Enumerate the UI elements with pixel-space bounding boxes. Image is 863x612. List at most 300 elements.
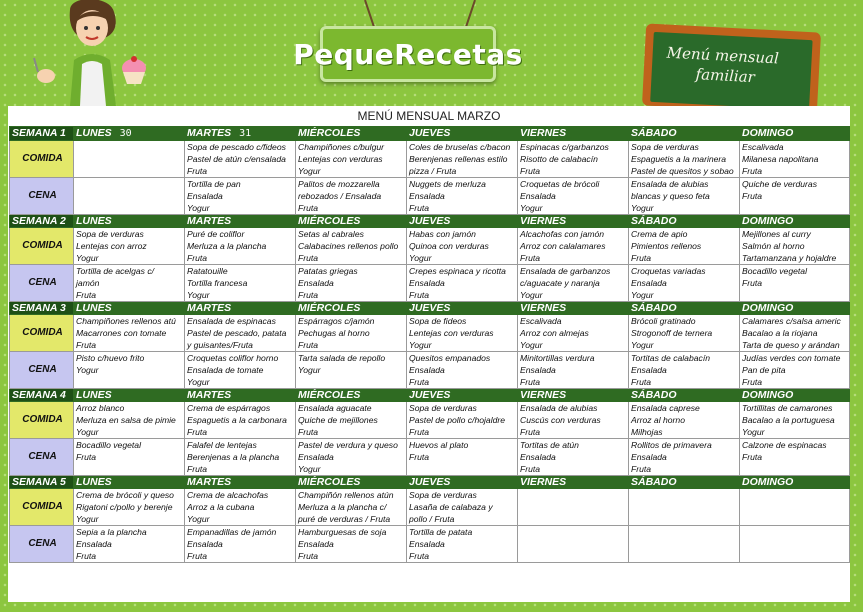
- menu-cell: [518, 352, 629, 389]
- menu-cell: [518, 489, 629, 526]
- menu-cell: [74, 265, 185, 302]
- chalkboard-line-1: Menú mensual: [666, 43, 780, 68]
- dish-line: Rollitos de primavera: [631, 440, 712, 450]
- dish-line: Arroz con almejas: [520, 328, 589, 338]
- day-name: MIÉRCOLES: [298, 302, 361, 314]
- dish-line: Fruta: [631, 464, 652, 474]
- dish-line: Arroz a la cubana: [187, 502, 255, 512]
- day-header: [629, 476, 740, 489]
- menu-cell: [518, 526, 629, 563]
- comida-row: [10, 228, 850, 265]
- dish-line: blancas y queso feta: [631, 191, 710, 201]
- menu-cell: [629, 526, 740, 563]
- dish-line: Palitos de mozzarella: [298, 179, 380, 189]
- dish-line: Fruta: [409, 427, 430, 437]
- day-header: [296, 302, 407, 315]
- dish-line: Fruta: [409, 551, 430, 561]
- day-name: MARTES: [187, 215, 232, 227]
- menu-cell: [407, 228, 518, 265]
- menu-cell: [629, 315, 740, 352]
- chef-illustration: [30, 0, 160, 106]
- week-header-row: [10, 302, 850, 315]
- cena-row: [10, 526, 850, 563]
- dish-line: Mejillones al curry: [742, 229, 811, 239]
- dish-line: puré de verduras / Fruta: [298, 514, 391, 524]
- day-header: [296, 476, 407, 489]
- dish-line: Fruta: [187, 166, 208, 176]
- day-header: [629, 215, 740, 228]
- menu-cell: [518, 141, 629, 178]
- dish-line: Pastel de quesitos y sobao: [631, 166, 734, 176]
- menu-cell: [740, 352, 850, 389]
- menu-cell: [296, 352, 407, 389]
- week-label: SEMANA 1: [10, 127, 74, 141]
- dish-line: Coles de bruselas c/bacon: [409, 142, 511, 152]
- menu-cell: [74, 352, 185, 389]
- dish-line: Yogur: [298, 365, 321, 375]
- dish-line: Habas con jamón: [409, 229, 476, 239]
- dish-line: Ensalada: [409, 278, 445, 288]
- comida-row: [10, 402, 850, 439]
- dish-line: Pastel de pescado, patata: [187, 328, 287, 338]
- dish-line: Sepia a la plancha: [76, 527, 147, 537]
- dish-line: Fruta: [298, 203, 319, 213]
- menu-cell: [74, 439, 185, 476]
- dish-line: Tortilla francesa: [187, 278, 248, 288]
- dish-line: Yogur: [742, 427, 765, 437]
- day-header: [74, 389, 185, 402]
- dish-line: Pastel de pollo c/hojaldre: [409, 415, 506, 425]
- dish-line: Ensalada caprese: [631, 403, 700, 413]
- dish-line: Fruta: [409, 377, 430, 387]
- dish-line: Tortillitas de camarones: [742, 403, 833, 413]
- dish-line: Ensalada: [187, 539, 223, 549]
- dish-line: Ensalada: [520, 452, 556, 462]
- menu-cell: [629, 489, 740, 526]
- menu-cell: [518, 315, 629, 352]
- dish-line: Yogur: [409, 340, 432, 350]
- dish-line: Fruta: [631, 253, 652, 263]
- day-name: JUEVES: [409, 389, 451, 401]
- day-name: MARTES: [187, 127, 232, 139]
- week-label: SEMANA 3: [10, 302, 74, 315]
- dish-line: Croquetas de brócoli: [520, 179, 600, 189]
- menu-cell: [74, 228, 185, 265]
- dish-line: Champiñones rellenos atú: [76, 316, 176, 326]
- dish-line: Strogonoff de ternera: [631, 328, 713, 338]
- dish-line: Tortitas de calabacín: [631, 353, 710, 363]
- menu-title: MENÚ MENSUAL MARZO: [357, 109, 501, 123]
- dish-line: Pan de pita: [742, 365, 786, 375]
- dish-line: Crema de brócoli y queso: [76, 490, 174, 500]
- dish-line: pollo / Fruta: [409, 514, 455, 524]
- menu-cell: [518, 228, 629, 265]
- menu-cell: [740, 402, 850, 439]
- dish-line: Pisto c/huevo frito: [76, 353, 145, 363]
- dish-line: Yogur: [76, 253, 99, 263]
- dish-line: Brócoli gratinado: [631, 316, 696, 326]
- day-name: SÁBADO: [631, 476, 677, 488]
- dish-line: Espinacas c/garbanzos: [520, 142, 609, 152]
- dish-line: Fruta: [187, 427, 208, 437]
- day-name: MIÉRCOLES: [298, 389, 361, 401]
- week-header-row: [10, 127, 850, 141]
- menu-cell: [296, 402, 407, 439]
- dish-line: Yogur: [520, 340, 543, 350]
- dish-line: Alcachofas con jamón: [520, 229, 605, 239]
- day-header: [407, 215, 518, 228]
- dish-line: Arroz con calalamares: [520, 241, 606, 251]
- dish-line: Fruta: [520, 253, 541, 263]
- dish-line: Yogur: [187, 203, 210, 213]
- comida-label: COMIDA: [10, 402, 74, 439]
- dish-line: Tarta salada de repollo: [298, 353, 386, 363]
- day-name: LUNES: [76, 127, 112, 139]
- day-header: [518, 215, 629, 228]
- dish-line: Fruta: [409, 203, 430, 213]
- day-header: [185, 302, 296, 315]
- dish-line: Quiche de mejillones: [298, 415, 378, 425]
- day-name: MIÉRCOLES: [298, 476, 361, 488]
- menu-cell: [74, 526, 185, 563]
- day-header: [296, 127, 407, 141]
- day-name: DOMINGO: [742, 127, 794, 139]
- dish-line: Bacalao a la riojana: [742, 328, 818, 338]
- dish-line: Champiñón rellenos atún: [298, 490, 394, 500]
- dish-line: Patatas griegas: [298, 266, 358, 276]
- menu-cell: [629, 402, 740, 439]
- menu-cell: [185, 315, 296, 352]
- day-name: DOMINGO: [742, 476, 794, 488]
- day-header: [740, 127, 850, 141]
- menu-cell: [740, 265, 850, 302]
- day-name: VIERNES: [520, 389, 567, 401]
- dish-line: Nuggets de merluza: [409, 179, 486, 189]
- day-header: [407, 389, 518, 402]
- menu-cell: [74, 489, 185, 526]
- dish-line: Crema de espárragos: [187, 403, 271, 413]
- menu-cell: [74, 178, 185, 215]
- dish-line: Escalivada: [520, 316, 562, 326]
- dish-line: Tortitas de atún: [520, 440, 579, 450]
- dish-line: Fruta: [409, 452, 430, 462]
- dish-line: Tortilla de pan: [187, 179, 241, 189]
- cena-row: [10, 265, 850, 302]
- menu-cell: [629, 265, 740, 302]
- day-name: MARTES: [187, 389, 232, 401]
- dish-line: Yogur: [520, 290, 543, 300]
- dish-line: Ensalada: [520, 191, 556, 201]
- dish-line: Calzone de espinacas: [742, 440, 827, 450]
- menu-cell: [740, 178, 850, 215]
- dish-line: Sopa de verduras: [409, 403, 477, 413]
- dish-line: Sopa de verduras: [631, 142, 699, 152]
- menu-cell: [296, 265, 407, 302]
- cena-label: CENA: [10, 526, 74, 563]
- menu-cell: [185, 141, 296, 178]
- menu-cell: [740, 228, 850, 265]
- dish-line: Fruta: [76, 551, 97, 561]
- dish-line: Quinoa con verduras: [409, 241, 489, 251]
- dish-line: Salmón al horno: [742, 241, 805, 251]
- menu-cell: [740, 315, 850, 352]
- menu-cell: [296, 141, 407, 178]
- dish-line: Escalivada: [742, 142, 784, 152]
- dish-line: Bocadillo vegetal: [742, 266, 807, 276]
- dish-line: Crepes espinaca y ricotta: [409, 266, 506, 276]
- dish-line: Falafel de lentejas: [187, 440, 257, 450]
- dish-line: Ensalada: [631, 278, 667, 288]
- menu-cell: [185, 352, 296, 389]
- menu-cell: [296, 439, 407, 476]
- dish-line: Crema de apio: [631, 229, 688, 239]
- menu-cell: [296, 315, 407, 352]
- dish-line: Pimientos rellenos: [631, 241, 702, 251]
- dish-line: y guisantes/Fruta: [187, 340, 253, 350]
- dish-line: Espaguetis a la marinera: [631, 154, 727, 164]
- dish-line: Croquetas coliflor horno: [187, 353, 279, 363]
- dish-line: Fruta: [298, 551, 319, 561]
- day-header: [629, 127, 740, 141]
- dish-line: Ensalada de alubias: [631, 179, 709, 189]
- day-name: MARTES: [187, 302, 232, 314]
- day-name: LUNES: [76, 389, 112, 401]
- day-header: [518, 476, 629, 489]
- week-header-row: [10, 215, 850, 228]
- dish-line: Rigatoni c/pollo y berenje: [76, 502, 173, 512]
- menu-cell: [629, 439, 740, 476]
- menu-cell: [629, 178, 740, 215]
- day-header: [629, 389, 740, 402]
- dish-line: Milanesa napolitana: [742, 154, 819, 164]
- day-name: VIERNES: [520, 215, 567, 227]
- cena-label: CENA: [10, 439, 74, 476]
- day-header: [74, 127, 185, 141]
- dish-line: Judías verdes con tomate: [742, 353, 841, 363]
- dish-line: Ensalada: [298, 278, 334, 288]
- dish-line: Lentejas con arroz: [76, 241, 147, 251]
- menu-cell: [296, 526, 407, 563]
- menu-cell: [518, 178, 629, 215]
- dish-line: Ensalada de tomate: [187, 365, 264, 375]
- day-header: [74, 215, 185, 228]
- dish-line: Merluza a la plancha c/: [298, 502, 387, 512]
- dish-line: Lentejas con verduras: [409, 328, 494, 338]
- dish-line: Fruta: [520, 464, 541, 474]
- dish-line: Ensalada de garbanzos: [520, 266, 611, 276]
- menu-cell: [185, 402, 296, 439]
- dish-line: Lentejas con verduras: [298, 154, 383, 164]
- dish-line: Fruta: [742, 377, 763, 387]
- week-label: SEMANA 2: [10, 215, 74, 228]
- dish-line: Ensalada aguacate: [298, 403, 372, 413]
- dish-line: Puré de coliflor: [187, 229, 245, 239]
- week-header-row: [10, 389, 850, 402]
- day-header: [185, 476, 296, 489]
- dish-line: Crema de alcachofas: [187, 490, 269, 500]
- dish-line: Tarta de queso y arándan: [742, 340, 840, 350]
- menu-cell: [74, 315, 185, 352]
- day-header: [518, 302, 629, 315]
- day-header: [185, 127, 296, 141]
- menu-cell: [518, 402, 629, 439]
- dish-line: Quiche de verduras: [742, 179, 817, 189]
- menu-cell: [407, 439, 518, 476]
- menu-cell: [185, 489, 296, 526]
- day-header: [185, 389, 296, 402]
- day-name: JUEVES: [409, 302, 451, 314]
- dish-line: Espárragos c/jamón: [298, 316, 375, 326]
- dish-line: Bacalao a la portuguesa: [742, 415, 835, 425]
- menu-cell: [740, 439, 850, 476]
- dish-line: Tortilla de acelgas c/: [76, 266, 155, 276]
- menu-cell: [407, 315, 518, 352]
- dish-line: Hamburguesas de soja: [298, 527, 387, 537]
- comida-label: COMIDA: [10, 315, 74, 352]
- dish-line: Yogur: [409, 253, 432, 263]
- day-name: VIERNES: [520, 476, 567, 488]
- cena-row: [10, 352, 850, 389]
- dish-line: Fruta: [520, 377, 541, 387]
- menu-cell: [407, 402, 518, 439]
- day-number: 30: [119, 128, 132, 139]
- dish-line: Yogur: [76, 365, 99, 375]
- dish-line: Ensalada: [298, 452, 334, 462]
- menu-cell: [518, 439, 629, 476]
- menu-sheet: [8, 106, 850, 602]
- dish-line: c/aguacate y naranja: [520, 278, 600, 288]
- dish-line: Yogur: [631, 340, 654, 350]
- dish-line: Ensalada de alubias: [520, 403, 598, 413]
- menu-table: [9, 126, 850, 563]
- day-name: JUEVES: [409, 215, 451, 227]
- dish-line: Fruta: [742, 166, 763, 176]
- dish-line: Yogur: [187, 514, 210, 524]
- day-header: [296, 389, 407, 402]
- dish-line: Fruta: [742, 191, 763, 201]
- dish-line: Fruta: [187, 253, 208, 263]
- week-label: SEMANA 4: [10, 389, 74, 402]
- dish-line: Ratatouille: [187, 266, 228, 276]
- dish-line: Yogur: [76, 514, 99, 524]
- dish-line: Fruta: [187, 464, 208, 474]
- comida-row: [10, 141, 850, 178]
- dish-line: Fruta: [298, 340, 319, 350]
- comida-label: COMIDA: [10, 141, 74, 178]
- dish-line: Croquetas variadas: [631, 266, 706, 276]
- dish-line: Fruta: [76, 290, 97, 300]
- dish-line: Fruta: [298, 290, 319, 300]
- day-name: LUNES: [76, 476, 112, 488]
- dish-line: Ensalada: [631, 452, 667, 462]
- menu-cell: [518, 265, 629, 302]
- dish-line: Arroz al horno: [631, 415, 685, 425]
- day-name: SÁBADO: [631, 127, 677, 139]
- dish-line: Yogur: [298, 464, 321, 474]
- dish-line: Merluza en salsa de pimie: [76, 415, 176, 425]
- dish-line: Huevos al plato: [409, 440, 469, 450]
- dish-line: Yogur: [631, 203, 654, 213]
- day-header: [740, 215, 850, 228]
- menu-cell: [629, 228, 740, 265]
- day-header: [740, 302, 850, 315]
- menu-cell: [296, 489, 407, 526]
- day-header: [518, 389, 629, 402]
- dish-line: Ensalada: [187, 191, 223, 201]
- day-header: [185, 215, 296, 228]
- menu-cell: [74, 141, 185, 178]
- dish-line: Ensalada de espinacas: [187, 316, 276, 326]
- menu-cell: [407, 178, 518, 215]
- dish-line: Yogur: [187, 377, 210, 387]
- menu-cell: [296, 178, 407, 215]
- dish-line: Ensalada: [76, 539, 112, 549]
- dish-line: rebozados / Ensalada: [298, 191, 382, 201]
- dish-line: Berenjenas rellenas estilo: [409, 154, 508, 164]
- day-name: DOMINGO: [742, 302, 794, 314]
- dish-line: Champiñones c/bulgur: [298, 142, 384, 152]
- cena-label: CENA: [10, 352, 74, 389]
- menu-cell: [407, 489, 518, 526]
- dish-line: Ensalada: [409, 191, 445, 201]
- menu-cell: [185, 228, 296, 265]
- dish-line: Tortilla de patata: [409, 527, 473, 537]
- day-name: DOMINGO: [742, 389, 794, 401]
- comida-label: COMIDA: [10, 228, 74, 265]
- menu-cell: [629, 141, 740, 178]
- dish-line: Fruta: [409, 290, 430, 300]
- dish-line: Merluza a la plancha: [187, 241, 267, 251]
- dish-line: Minitortillas verdura: [520, 353, 595, 363]
- dish-line: Yogur: [298, 166, 321, 176]
- cena-label: CENA: [10, 265, 74, 302]
- dish-line: Macarrones con tomate: [76, 328, 167, 338]
- dish-line: Fruta: [520, 166, 541, 176]
- comida-row: [10, 489, 850, 526]
- menu-cell: [185, 526, 296, 563]
- dish-line: Espaguetis a la carbonara: [187, 415, 287, 425]
- dish-line: Fruta: [298, 427, 319, 437]
- menu-cell: [185, 439, 296, 476]
- day-header: [296, 215, 407, 228]
- dish-line: Ensalada: [409, 365, 445, 375]
- menu-cell: [407, 141, 518, 178]
- dish-line: Cuscús con verduras: [520, 415, 601, 425]
- dish-line: Ensalada: [409, 539, 445, 549]
- day-name: LUNES: [76, 302, 112, 314]
- day-name: LUNES: [76, 215, 112, 227]
- dish-line: Ensalada: [520, 365, 556, 375]
- dish-line: Arroz blanco: [76, 403, 125, 413]
- dish-line: jamón: [76, 278, 100, 288]
- dish-line: Fruta: [631, 377, 652, 387]
- dish-line: Fruta: [187, 551, 208, 561]
- dish-line: Bocadillo vegetal: [76, 440, 141, 450]
- dish-line: Yogur: [76, 427, 99, 437]
- week-label: SEMANA 5: [10, 476, 74, 489]
- day-name: MIÉRCOLES: [298, 127, 361, 139]
- dish-line: Yogur: [631, 290, 654, 300]
- dish-line: Pastel de verdura y queso: [298, 440, 398, 450]
- dish-line: Quesitos empanados: [409, 353, 491, 363]
- day-name: SÁBADO: [631, 215, 677, 227]
- dish-line: Ensalada: [298, 539, 334, 549]
- day-name: SÁBADO: [631, 302, 677, 314]
- menu-cell: [185, 178, 296, 215]
- menu-cell: [407, 352, 518, 389]
- day-header: [740, 389, 850, 402]
- menu-cell: [629, 352, 740, 389]
